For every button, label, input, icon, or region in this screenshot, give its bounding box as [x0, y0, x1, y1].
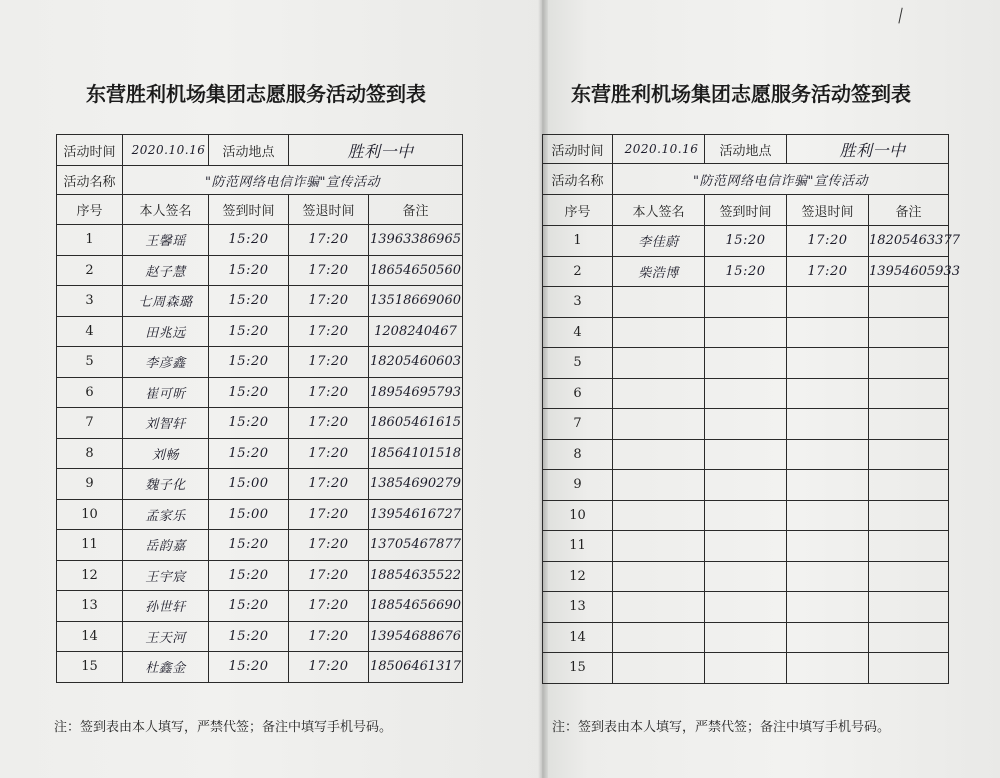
checkin-time-cell: 15:20	[209, 591, 289, 622]
signature-cell: 田兆远	[123, 316, 209, 347]
remark-phone-cell	[869, 622, 949, 653]
signature-cell: 刘智轩	[123, 408, 209, 439]
table-row	[543, 470, 949, 501]
table-row	[543, 378, 949, 409]
checkin-time-cell	[705, 561, 787, 592]
table-row	[543, 561, 949, 592]
checkout-time-cell: 17:20	[787, 256, 869, 287]
remark-phone-cell: 13954616727	[369, 499, 463, 530]
left-sheet-title: 东营胜利机场集团志愿服务活动签到表	[86, 82, 426, 106]
checkin-time-cell	[705, 317, 787, 348]
checkin-time-cell	[705, 470, 787, 501]
activity-time-label: 活动时间	[543, 135, 613, 164]
signature-cell: 李佳蔚	[613, 226, 705, 257]
signature-cell	[613, 348, 705, 379]
row-number: 7	[543, 409, 613, 440]
remark-phone-cell: 13963386965	[369, 225, 463, 256]
table-row	[543, 256, 949, 287]
row-number: 7	[57, 408, 123, 439]
signature-cell: 孟家乐	[123, 499, 209, 530]
activity-name-value: "防范网络电信诈骗"宣传活动	[613, 164, 949, 195]
checkout-time-cell: 17:20	[289, 286, 369, 317]
signature-cell: 七周森璐	[123, 286, 209, 317]
checkin-time-cell: 15:20	[209, 225, 289, 256]
remark-phone-cell	[869, 653, 949, 684]
row-number: 14	[543, 622, 613, 653]
activity-time-value: 2020.10.16	[613, 135, 705, 164]
remark-phone-cell: 13954605933	[869, 256, 949, 287]
checkout-time-cell	[787, 531, 869, 562]
table-row	[543, 592, 949, 623]
right-footnote: 注：签到表由本人填写，严禁代签；备注中填写手机号码。	[552, 720, 891, 735]
header-no: 序号	[543, 195, 613, 226]
signature-cell	[613, 531, 705, 562]
activity-time-value: 2020.10.16	[123, 135, 209, 166]
row-number: 1	[543, 226, 613, 257]
signature-cell	[613, 500, 705, 531]
row-number: 15	[57, 652, 123, 683]
row-number: 5	[543, 348, 613, 379]
header-checkout: 签退时间	[289, 195, 369, 225]
row-number: 9	[57, 469, 123, 500]
row-number: 1	[57, 225, 123, 256]
checkout-time-cell	[787, 317, 869, 348]
signature-cell: 刘畅	[123, 438, 209, 469]
header-checkin: 签到时间	[209, 195, 289, 225]
checkout-time-cell: 17:20	[289, 469, 369, 500]
checkout-time-cell	[787, 592, 869, 623]
checkin-time-cell: 15:00	[209, 469, 289, 500]
checkout-time-cell: 17:20	[289, 652, 369, 683]
table-row	[543, 409, 949, 440]
table-row	[57, 377, 463, 408]
table-row	[543, 622, 949, 653]
checkout-time-cell	[787, 439, 869, 470]
checkin-time-cell: 15:20	[209, 255, 289, 286]
row-number: 11	[57, 530, 123, 561]
signature-cell: 崔可昕	[123, 377, 209, 408]
remark-phone-cell: 18854635522	[369, 560, 463, 591]
checkout-time-cell	[787, 348, 869, 379]
row-number: 13	[57, 591, 123, 622]
checkout-time-cell	[787, 470, 869, 501]
signature-cell: 赵子慧	[123, 255, 209, 286]
left-signin-table	[56, 134, 463, 683]
checkout-time-cell: 17:20	[787, 226, 869, 257]
activity-name-label: 活动名称	[543, 164, 613, 195]
checkout-time-cell: 17:20	[289, 225, 369, 256]
remark-phone-cell: 13705467877	[369, 530, 463, 561]
table-row	[543, 226, 949, 257]
checkin-time-cell: 15:20	[209, 316, 289, 347]
checkin-time-cell: 15:20	[209, 530, 289, 561]
checkin-time-cell: 15:00	[209, 499, 289, 530]
signature-cell	[613, 561, 705, 592]
remark-phone-cell	[869, 439, 949, 470]
remark-phone-cell: 18854656690	[369, 591, 463, 622]
header-checkin: 签到时间	[705, 195, 787, 226]
remark-phone-cell	[869, 348, 949, 379]
row-number: 6	[543, 378, 613, 409]
header-signature: 本人签名	[613, 195, 705, 226]
activity-place-value: 胜利一中	[787, 135, 949, 164]
checkout-time-cell	[787, 500, 869, 531]
row-number: 2	[543, 256, 613, 287]
signature-cell	[613, 592, 705, 623]
table-row	[543, 439, 949, 470]
checkin-time-cell: 15:20	[209, 438, 289, 469]
table-row	[57, 255, 463, 286]
remark-phone-cell	[869, 500, 949, 531]
checkout-time-cell: 17:20	[289, 255, 369, 286]
checkin-time-cell	[705, 287, 787, 318]
left-footnote: 注：签到表由本人填写，严禁代签；备注中填写手机号码。	[54, 720, 393, 735]
row-number: 6	[57, 377, 123, 408]
remark-phone-cell	[869, 287, 949, 318]
remark-phone-cell: 1208240467	[369, 316, 463, 347]
checkin-time-cell: 15:20	[705, 226, 787, 257]
checkin-time-cell	[705, 378, 787, 409]
checkout-time-cell: 17:20	[289, 530, 369, 561]
remark-phone-cell	[869, 531, 949, 562]
row-number: 9	[543, 470, 613, 501]
table-row	[57, 225, 463, 256]
activity-place-label: 活动地点	[209, 135, 289, 166]
checkout-time-cell	[787, 378, 869, 409]
signature-cell	[613, 409, 705, 440]
checkin-time-cell: 15:20	[209, 560, 289, 591]
activity-time-label: 活动时间	[57, 135, 123, 166]
row-number: 8	[57, 438, 123, 469]
signature-cell: 岳韵嘉	[123, 530, 209, 561]
remark-phone-cell: 18506461317	[369, 652, 463, 683]
checkout-time-cell	[787, 287, 869, 318]
signature-cell	[613, 378, 705, 409]
signature-cell: 王宇宸	[123, 560, 209, 591]
checkout-time-cell: 17:20	[289, 408, 369, 439]
header-no: 序号	[57, 195, 123, 225]
checkin-time-cell	[705, 622, 787, 653]
remark-phone-cell	[869, 470, 949, 501]
checkout-time-cell	[787, 653, 869, 684]
checkout-time-cell: 17:20	[289, 560, 369, 591]
checkin-time-cell: 15:20	[209, 408, 289, 439]
table-row	[543, 653, 949, 684]
remark-phone-cell: 18205460603	[369, 347, 463, 378]
activity-place-value: 胜利一中	[289, 135, 463, 166]
signature-cell: 杜鑫金	[123, 652, 209, 683]
checkout-time-cell: 17:20	[289, 499, 369, 530]
row-number: 5	[57, 347, 123, 378]
table-row	[543, 500, 949, 531]
remark-phone-cell: 18605461615	[369, 408, 463, 439]
signature-cell	[613, 470, 705, 501]
signature-cell	[613, 317, 705, 348]
checkin-time-cell	[705, 409, 787, 440]
table-row	[543, 287, 949, 318]
checkout-time-cell: 17:20	[289, 377, 369, 408]
table-row	[57, 286, 463, 317]
signature-cell: 魏子化	[123, 469, 209, 500]
checkout-time-cell	[787, 622, 869, 653]
checkin-time-cell: 15:20	[209, 347, 289, 378]
header-remark: 备注	[369, 195, 463, 225]
activity-name-value: "防范网络电信诈骗"宣传活动	[123, 166, 463, 195]
row-number: 4	[57, 316, 123, 347]
signature-cell	[613, 653, 705, 684]
row-number: 4	[543, 317, 613, 348]
remark-phone-cell: 18205463377	[869, 226, 949, 257]
row-number: 2	[57, 255, 123, 286]
checkin-time-cell	[705, 592, 787, 623]
row-number: 15	[543, 653, 613, 684]
checkout-time-cell: 17:20	[289, 316, 369, 347]
signature-cell: 孙世轩	[123, 591, 209, 622]
checkin-time-cell	[705, 531, 787, 562]
row-number: 10	[57, 499, 123, 530]
right-signin-table	[542, 134, 960, 684]
checkin-time-cell	[705, 653, 787, 684]
remark-phone-cell: 13854690279	[369, 469, 463, 500]
table-row	[57, 469, 463, 500]
table-row	[57, 560, 463, 591]
checkin-time-cell: 15:20	[209, 286, 289, 317]
checkout-time-cell: 17:20	[289, 621, 369, 652]
signature-cell: 柴浩博	[613, 256, 705, 287]
row-number: 11	[543, 531, 613, 562]
table-row	[57, 621, 463, 652]
table-row	[57, 652, 463, 683]
signature-cell: 王馨瑶	[123, 225, 209, 256]
checkin-time-cell: 15:20	[209, 652, 289, 683]
checkout-time-cell: 17:20	[289, 347, 369, 378]
header-signature: 本人签名	[123, 195, 209, 225]
checkout-time-cell: 17:20	[289, 438, 369, 469]
remark-phone-cell: 18654650560	[369, 255, 463, 286]
checkin-time-cell: 15:20	[209, 621, 289, 652]
table-row	[57, 438, 463, 469]
checkout-time-cell	[787, 409, 869, 440]
checkin-time-cell	[705, 348, 787, 379]
table-row	[57, 408, 463, 439]
checkin-time-cell	[705, 439, 787, 470]
row-number: 13	[543, 592, 613, 623]
signature-cell: 李彦鑫	[123, 347, 209, 378]
row-number: 3	[57, 286, 123, 317]
table-row	[57, 316, 463, 347]
signature-cell	[613, 287, 705, 318]
row-number: 14	[57, 621, 123, 652]
row-number: 8	[543, 439, 613, 470]
remark-phone-cell	[869, 409, 949, 440]
remark-phone-cell: 18954695793	[369, 377, 463, 408]
signature-cell	[613, 622, 705, 653]
remark-phone-cell	[869, 561, 949, 592]
checkin-time-cell: 15:20	[705, 256, 787, 287]
checkout-time-cell: 17:20	[289, 591, 369, 622]
remark-phone-cell: 13954688676	[369, 621, 463, 652]
right-sheet-title: 东营胜利机场集团志愿服务活动签到表	[571, 82, 911, 106]
table-row	[543, 531, 949, 562]
table-row	[57, 499, 463, 530]
remark-phone-cell: 18564101518	[369, 438, 463, 469]
table-row	[57, 591, 463, 622]
table-row	[543, 317, 949, 348]
activity-place-label: 活动地点	[705, 135, 787, 164]
checkout-time-cell	[787, 561, 869, 592]
table-row	[57, 347, 463, 378]
table-row	[543, 348, 949, 379]
row-number: 12	[57, 560, 123, 591]
remark-phone-cell	[869, 378, 949, 409]
signature-cell: 王天河	[123, 621, 209, 652]
remark-phone-cell	[869, 592, 949, 623]
row-number: 3	[543, 287, 613, 318]
header-checkout: 签退时间	[787, 195, 869, 226]
header-remark: 备注	[869, 195, 949, 226]
table-row	[57, 530, 463, 561]
row-number: 12	[543, 561, 613, 592]
activity-name-label: 活动名称	[57, 166, 123, 195]
remark-phone-cell	[869, 317, 949, 348]
signature-cell	[613, 439, 705, 470]
checkin-time-cell	[705, 500, 787, 531]
remark-phone-cell: 13518669060	[369, 286, 463, 317]
checkin-time-cell: 15:20	[209, 377, 289, 408]
row-number: 10	[543, 500, 613, 531]
